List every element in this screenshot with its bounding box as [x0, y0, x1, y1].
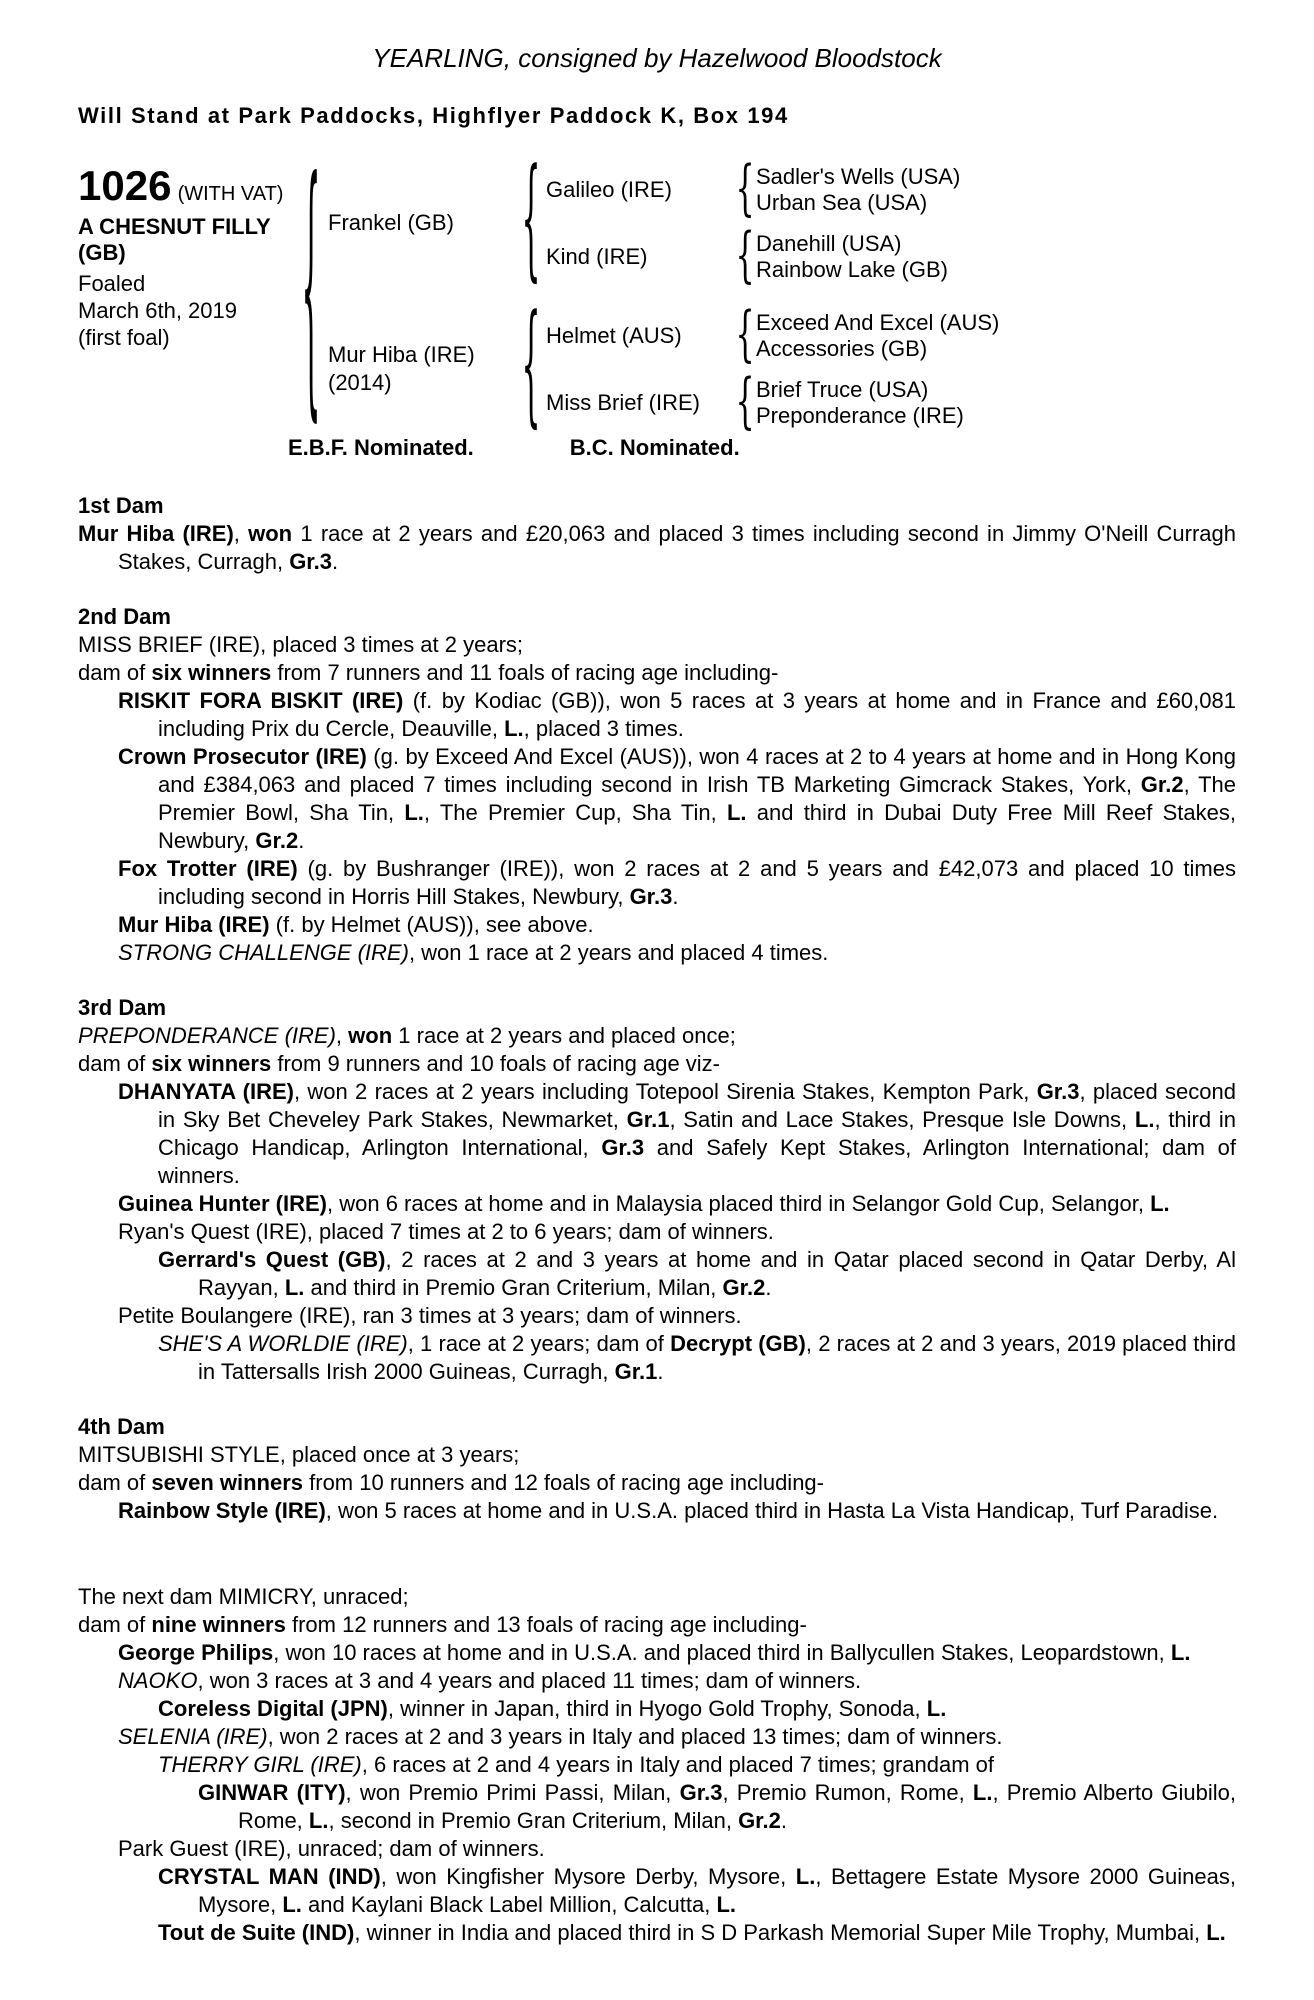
- foal-note: (first foal): [78, 325, 170, 350]
- pedigree-paragraph: Coreless Digital (JPN), winner in Japan, third in Hyogo Gold Trophy, Sonoda, L.: [158, 1696, 947, 1721]
- foaled-label: Foaled: [78, 271, 146, 296]
- pedigree-paragraph: NAOKO, won 3 races at 3 and 4 years and placed 11 times; dam of winners.: [118, 1668, 862, 1693]
- bc-nomination: B.C. Nominated.: [569, 435, 740, 460]
- pedigree-paragraph: Fox Trotter (IRE) (g. by Bushranger (IRE)), won 2 races at 2 and 5 years and £42,073 and placed 10 times including second in Horris Hill Stakes, Newbury, Gr.3.: [118, 856, 1236, 909]
- dam-sire-brace: {: [735, 299, 755, 370]
- dam-dam-brace: {: [735, 366, 755, 437]
- horse-description-line2: (GB): [78, 240, 126, 265]
- section-heading: 2nd Dam: [78, 604, 171, 629]
- pedigree-paragraph: Crown Prosecutor (IRE) (g. by Exceed And Excel (AUS)), won 4 races at 2 to 4 years at home and in Hong Kong and £384,063 and placed 7 times including second in Irish TB Marketing Gimcrack Stakes, York, Gr.2, The Premier Bowl, Sha Tin, L., The Premier Cup, Sha Tin, L. and third in Dubai Duty Free Mill Reef Stakes, Newbury, Gr.2.: [118, 744, 1236, 853]
- foaling-details: [78, 270, 300, 351]
- dam-dam-node: [542, 366, 1036, 437]
- nominations-row: [288, 434, 1236, 462]
- dam-dam-parents: [756, 377, 1036, 428]
- outer-brace: {: [301, 130, 321, 453]
- pedigree-paragraph: Ryan's Quest (IRE), placed 7 times at 2 to 6 years; dam of winners.: [118, 1219, 774, 1244]
- section-heading: 3rd Dam: [78, 995, 167, 1020]
- dam-dam-name: Miss Brief (IRE): [546, 389, 700, 415]
- pedigree-paragraph: MITSUBISHI STYLE, placed once at 3 years;: [78, 1442, 520, 1467]
- pedigree-paragraph: THERRY GIRL (IRE), 6 races at 2 and 4 years in Italy and placed 7 times; grandam of: [158, 1752, 994, 1777]
- dam-sire-dam-name: Accessories (GB): [756, 336, 928, 361]
- generation-1: [322, 143, 1036, 444]
- sire-sire-name: Galileo (IRE): [546, 176, 672, 202]
- sire-dam-brace: {: [735, 220, 755, 291]
- dam-section: [78, 994, 1236, 1386]
- dam-dam-sire-name: Brief Truce (USA): [756, 377, 929, 402]
- dam-year: (2014): [328, 370, 392, 395]
- vat-note: (WITH VAT): [177, 183, 284, 205]
- dam-sire-node: [542, 299, 1036, 370]
- pedigree-paragraph: Mur Hiba (IRE) (f. by Helmet (AUS)), see above.: [118, 912, 594, 937]
- pedigree-paragraph: dam of seven winners from 10 runners and 12 foals of racing age including-: [78, 1470, 824, 1495]
- stand-location-line: Will Stand at Park Paddocks, Highflyer Paddock K, Box 194: [78, 103, 789, 128]
- dam-section: [78, 1413, 1236, 1525]
- page-title: YEARLING, consigned by Hazelwood Bloodstock: [372, 43, 942, 73]
- dam-sire-parents: [756, 310, 1036, 361]
- pedigree-paragraph: Gerrard's Quest (GB), 2 races at 2 and 3 years at home and in Qatar placed second in Qatar Derby, Al Rayyan, L. and third in Premio Gran Criterium, Milan, Gr.2.: [158, 1247, 1236, 1300]
- dam-parents: [542, 299, 1036, 437]
- dam-section: [78, 1583, 1236, 1947]
- pedigree-paragraph: PREPONDERANCE (IRE), won 1 race at 2 years and placed once;: [78, 1023, 736, 1048]
- dam-dam-dam-name: Preponderance (IRE): [756, 403, 964, 428]
- pedigree-paragraph: STRONG CHALLENGE (IRE), won 1 race at 2 years and placed 4 times.: [118, 940, 829, 965]
- pedigree-paragraph: Guinea Hunter (IRE), won 6 races at home and in Malaysia placed third in Selangor Gold Cup, Selangor, L.: [118, 1191, 1170, 1216]
- sire-dam-sire-name: Danehill (USA): [756, 231, 902, 256]
- sire-sire-node: [542, 153, 1036, 224]
- section-heading: 4th Dam: [78, 1414, 165, 1439]
- lot-number-row: [78, 164, 300, 208]
- pedigree-paragraph: dam of six winners from 9 runners and 10 foals of racing age viz-: [78, 1051, 721, 1076]
- dam-section: [78, 603, 1236, 967]
- dam-brace: {: [521, 289, 541, 444]
- sire-dam-name: Kind (IRE): [546, 243, 648, 269]
- pedigree-paragraph: dam of six winners from 7 runners and 11 foals of racing age including-: [78, 660, 779, 685]
- dam-sire-sire-name: Exceed And Excel (AUS): [756, 310, 1000, 335]
- sire-name: Frankel (GB): [328, 210, 454, 235]
- horse-description: [78, 214, 300, 266]
- pedigree-paragraph: The next dam MIMICRY, unraced;: [78, 1584, 409, 1609]
- foaled-date: March 6th, 2019: [78, 298, 237, 323]
- dam-section: [78, 492, 1236, 576]
- dam-sections: [78, 492, 1236, 1947]
- lot-info: [78, 164, 300, 428]
- sire-dam-parents: [756, 231, 1036, 282]
- pedigree-paragraph: CRYSTAL MAN (IND), won Kingfisher Mysore Derby, Mysore, L., Bettagere Estate Mysore 2000 Guineas, Mysore, L. and Kaylani Black Label Million, Calcutta, L.: [158, 1864, 1236, 1917]
- dam-sire-name: Helmet (AUS): [546, 322, 682, 348]
- lot-number: 1026: [78, 162, 172, 209]
- pedigree-paragraph: DHANYATA (IRE), won 2 races at 2 years including Totepool Sirenia Stakes, Kempton Park, Gr.3, placed second in Sky Bet Cheveley Park Stakes, Newmarket, Gr.1, Satin and Lace Stakes, Presque Isle Downs, L., third in Chicago Handicap, Arlington International, Gr.3 and Safely Kept Stakes, Arlington International; dam of winners.: [118, 1079, 1236, 1188]
- pedigree-paragraph: Petite Boulangere (IRE), ran 3 times at 3 years; dam of winners.: [118, 1303, 742, 1328]
- pedigree-paragraph: Tout de Suite (IND), winner in India and placed third in S D Parkash Memorial Super Mile Trophy, Mumbai, L.: [158, 1920, 1226, 1945]
- sire-sire-dam-name: Urban Sea (USA): [756, 190, 928, 215]
- dam-node: [322, 289, 1036, 444]
- sire-parents: [542, 153, 1036, 291]
- pedigree-paragraph: Rainbow Style (IRE), won 5 races at home and in U.S.A. placed third in Hasta La Vista Handicap, Turf Paradise.: [118, 1498, 1219, 1523]
- sire-brace: {: [521, 143, 541, 298]
- sire-sire-brace: {: [735, 153, 755, 224]
- sire-dam-dam-name: Rainbow Lake (GB): [756, 257, 948, 282]
- pedigree-paragraph: Mur Hiba (IRE), won 1 race at 2 years and £20,063 and placed 3 times including second in Jimmy O'Neill Curragh Stakes, Curragh, Gr.3.: [78, 521, 1236, 574]
- sire-sire-parents: [756, 164, 1036, 215]
- pedigree-paragraph: MISS BRIEF (IRE), placed 3 times at 2 years;: [78, 632, 524, 657]
- pedigree-paragraph: SHE'S A WORLDIE (IRE), 1 race at 2 years; dam of Decrypt (GB), 2 races at 2 and 3 years, 2019 placed third in Tattersalls Irish 2000 Guineas, Curragh, Gr.1.: [158, 1331, 1236, 1384]
- pedigree-paragraph: SELENIA (IRE), won 2 races at 2 and 3 years in Italy and placed 13 times; dam of winners.: [118, 1724, 1003, 1749]
- section-heading: 1st Dam: [78, 493, 164, 518]
- pedigree-paragraph: George Philips, won 10 races at home and in U.S.A. and placed third in Ballycullen Stakes, Leopardstown, L.: [118, 1640, 1191, 1665]
- pedigree-paragraph: GINWAR (ITY), won Premio Primi Passi, Milan, Gr.3, Premio Rumon, Rome, L., Premio Alberto Giubilo, Rome, L., second in Premio Gran Criterium, Milan, Gr.2.: [198, 1780, 1236, 1833]
- pedigree-paragraph: Park Guest (IRE), unraced; dam of winners.: [118, 1836, 545, 1861]
- dam-name-block: [322, 341, 520, 397]
- pedigree-paragraph: dam of nine winners from 12 runners and 13 foals of racing age including-: [78, 1612, 807, 1637]
- pedigree-paragraph: RISKIT FORA BISKIT (IRE) (f. by Kodiac (GB)), won 5 races at 3 years at home and in France and £60,081 including Prix du Cercle, Deauville, L., placed 3 times.: [118, 688, 1236, 741]
- sire-dam-node: [542, 220, 1036, 291]
- horse-description-line1: A CHESNUT FILLY: [78, 214, 271, 239]
- ebf-nomination: E.B.F. Nominated.: [288, 435, 474, 460]
- sire-node: [322, 143, 1036, 298]
- sire-sire-sire-name: Sadler's Wells (USA): [756, 164, 961, 189]
- dam-name: Mur Hiba (IRE): [328, 342, 475, 367]
